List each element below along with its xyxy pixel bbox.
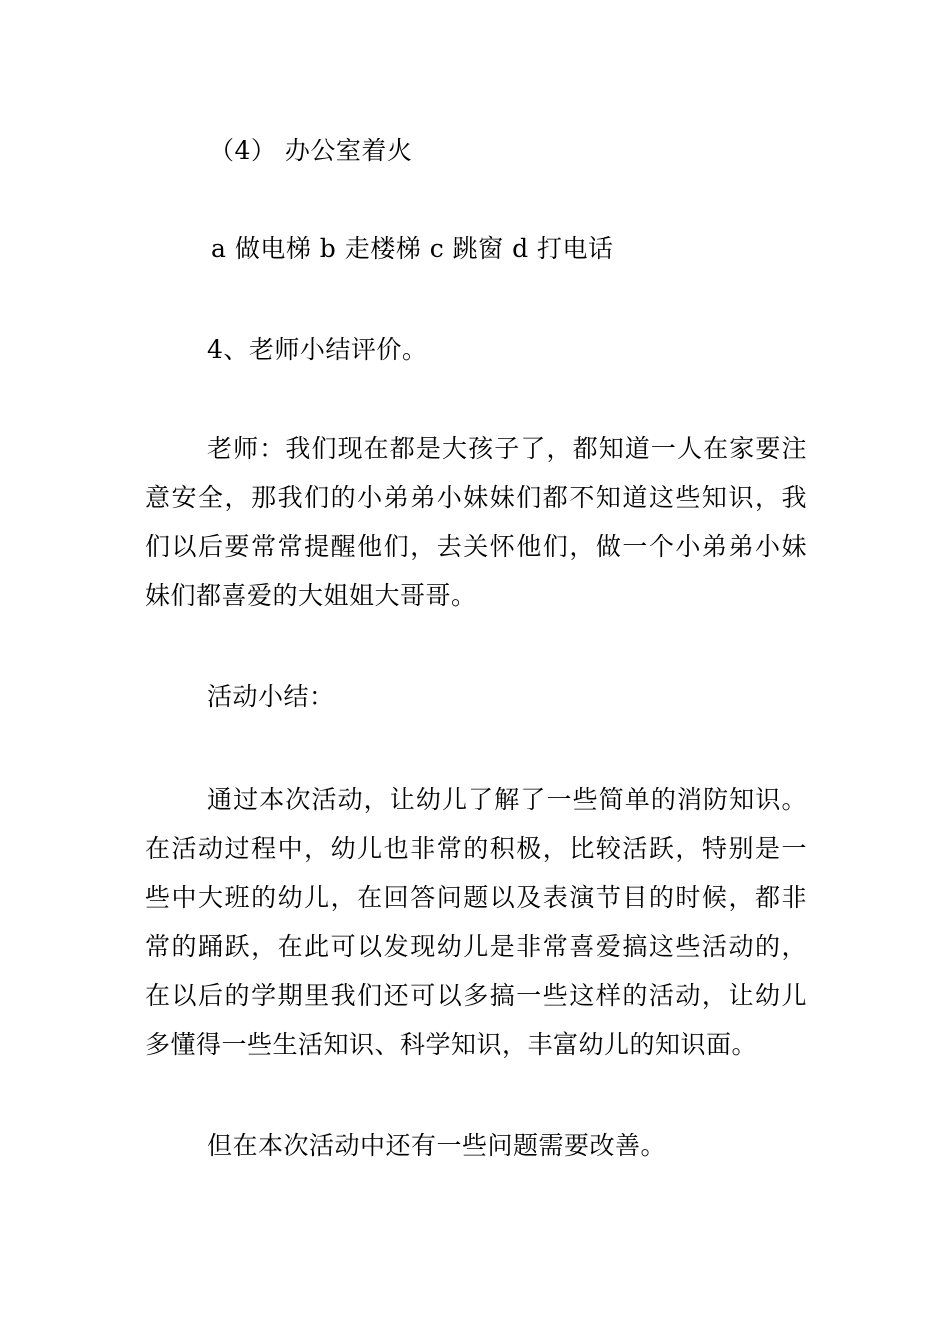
question-item-4: （4） 办公室着火 xyxy=(209,136,413,165)
answer-options: a 做电梯 b 走楼梯 c 跳窗 d 打电话 xyxy=(211,234,614,263)
teacher-remarks-paragraph: 老师：我们现在都是大孩子了，都知道一人在家要注意安全，那我们的小弟弟小妹妹们都不知道这些知识，我们以后要常常提醒他们，去关怀他们，做一个小弟弟小妹妹们都喜爱的大姐姐大哥哥。 xyxy=(145,434,807,610)
activity-summary-heading: 活动小结： xyxy=(207,682,335,711)
section-heading-teacher-summary: 4、老师小结评价。 xyxy=(207,335,428,364)
activity-summary-paragraph: 通过本次活动，让幼儿了解了一些简单的消防知识。在活动过程中，幼儿也非常的积极，比较活跃，特别是一些中大班的幼儿，在回答问题以及表演节目的时候，都非常的踊跃，在此可以发现幼儿是非常喜爱搞这些活动的，在以后的学期里我们还可以多搞一些这样的活动，让幼儿多懂得一些生活知识、科学知识，丰富幼儿的知识面。 xyxy=(145,785,807,1059)
improvement-note-paragraph: 但在本次活动中还有一些问题需要改善。 xyxy=(207,1131,667,1160)
